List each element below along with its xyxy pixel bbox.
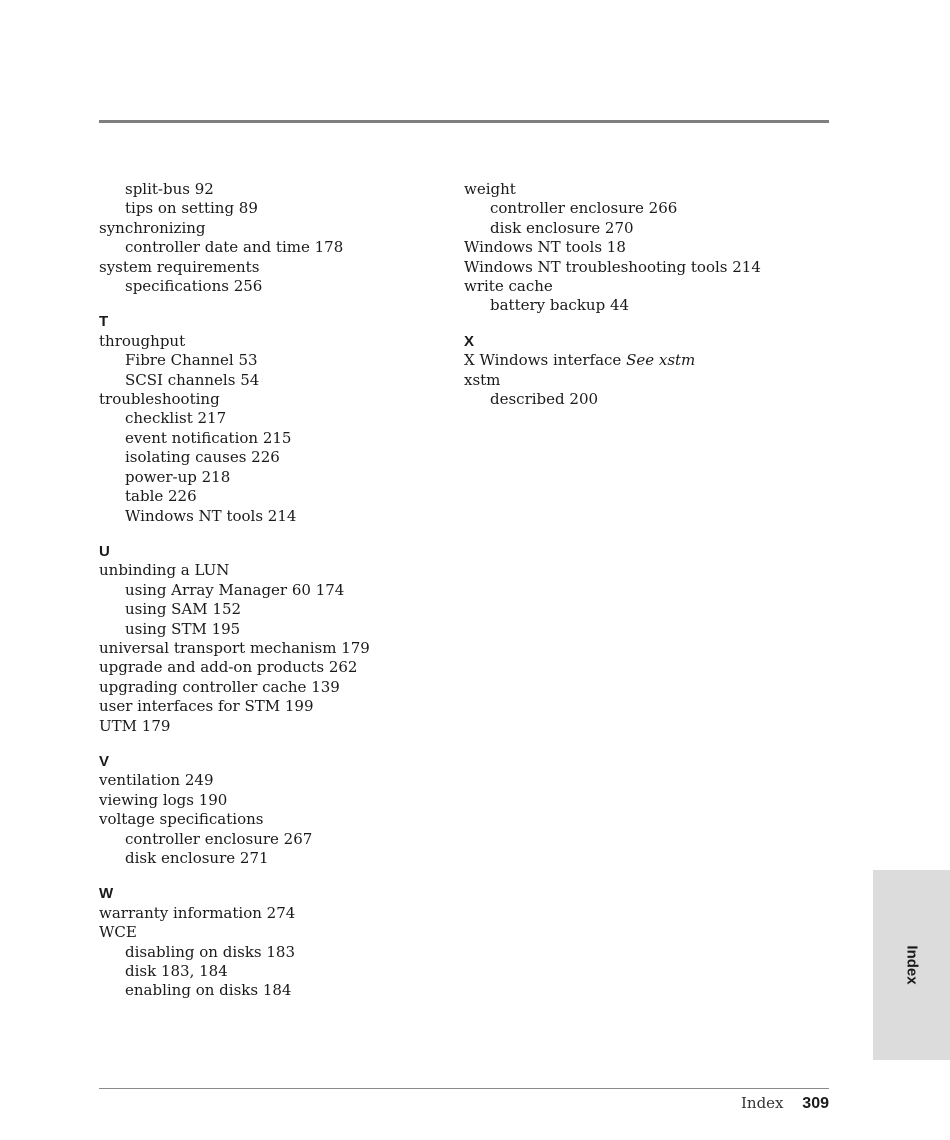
entry-text: UTM 179 [99,716,171,735]
index-subentry [99,351,444,370]
index-thumb-tab [873,870,950,1060]
entry-text: warranty information 274 [99,903,296,922]
index-entry [99,717,444,736]
entry-text: checklist 217 [125,409,227,428]
index-entry [99,390,444,409]
index-subentry [99,238,444,257]
entry-text: voltage specifications [99,810,264,829]
entry-text: event notification 215 [125,428,292,447]
entry-text: enabling on disks 184 [125,981,292,1000]
entry-text: using SAM 152 [125,600,242,619]
index-subentry [99,849,444,868]
page-number: 309 [802,1095,829,1112]
entry-text: disk 183, 184 [125,962,228,981]
index-entry [99,658,444,677]
index-subentry [464,296,809,315]
index-entry [99,639,444,658]
page-footer [741,1094,829,1113]
entry-text: split-bus 92 [125,180,214,198]
letter-heading: X [464,332,475,350]
entry-text: SCSI channels 54 [125,370,260,389]
entry-text: throughput [99,331,186,350]
index-subentry [99,409,444,428]
entry-text: table 226 [125,487,197,506]
index-entry [99,904,444,923]
entry-text: described 200 [490,390,599,409]
index-subentry [99,620,444,639]
index-subentry [99,429,444,448]
index-subentry [99,371,444,390]
entry-text: viewing logs 190 [99,790,228,809]
index-subentry [99,468,444,487]
footer-rule [99,1088,829,1089]
index-subentry [99,507,444,526]
index-subentry [99,600,444,619]
entry-text: disabling on disks 183 [125,942,296,961]
entry-text: upgrading controller cache 139 [99,677,340,696]
entry-text: using STM 195 [125,619,241,638]
index-column-right [464,180,809,409]
index-subentry [99,448,444,467]
entry-text: controller enclosure 267 [125,829,313,848]
header-rule [99,120,829,123]
entry-text: write cache [464,277,553,296]
index-subentry [99,487,444,506]
entry-text: Windows NT tools 18 [464,238,626,257]
index-entry [464,371,809,390]
index-entry [464,180,809,199]
footer-section-label: Index [740,1094,784,1112]
index-entry [99,923,444,942]
index-subentry [464,390,809,409]
entry-text: universal transport mechanism 179 [99,638,370,657]
entry-text: controller date and time 178 [125,238,344,257]
index-entry [464,277,809,296]
entry-text: xstm [464,370,501,389]
entry-text: tips on setting 89 [125,199,258,218]
index-entry [99,697,444,716]
thumb-tab-label: Index [903,945,920,985]
index-entry [99,678,444,697]
entry-text: specifications 256 [125,277,263,296]
entry-text: user interfaces for STM 199 [99,697,314,716]
index-subentry [99,943,444,962]
index-entry [99,332,444,351]
index-subentry [99,277,444,296]
index-subentry [99,199,444,218]
see-reference: See xstm [626,351,696,370]
entry-text: synchronizing [99,218,206,237]
letter-heading: U [99,542,110,560]
index-subentry [464,219,809,238]
index-entry [464,351,809,370]
letter-heading: T [99,313,109,331]
letter-heading: V [99,752,110,770]
index-subentry [464,199,809,218]
entry-text: power-up 218 [125,467,231,486]
entry-text: troubleshooting [99,390,220,409]
entry-text: disk enclosure 270 [490,218,634,237]
letter-heading: W [99,885,114,903]
index-entry [99,561,444,580]
entry-text: battery backup 44 [490,296,630,315]
index-column-left [99,180,444,1001]
index-subentry [99,830,444,849]
index-entry [99,771,444,790]
entry-text: isolating causes 226 [125,448,280,467]
entry-text: Windows NT tools 214 [125,506,297,525]
index-subentry [99,962,444,981]
entry-text: disk enclosure 271 [125,849,269,867]
entry-text: using Array Manager 60 174 [125,580,345,599]
entry-text: upgrade and add-on products 262 [99,658,358,677]
index-entry [99,810,444,829]
entry-text: X Windows interface [464,351,627,370]
index-subentry [99,981,444,1000]
entry-text: ventilation 249 [99,771,214,790]
entry-text: WCE [99,923,137,942]
entry-text: unbinding a LUN [99,561,230,580]
entry-text: controller enclosure 266 [490,199,678,218]
index-entry [99,219,444,238]
entry-text: system requirements [99,257,260,276]
index-subentry [99,180,444,199]
index-entry [99,258,444,277]
index-entry [464,258,809,277]
index-entry [464,238,809,257]
entry-text: Fibre Channel 53 [125,351,258,370]
index-subentry [99,581,444,600]
entry-text: Windows NT troubleshooting tools 214 [464,257,761,276]
index-entry [99,791,444,810]
entry-text: weight [464,180,516,198]
